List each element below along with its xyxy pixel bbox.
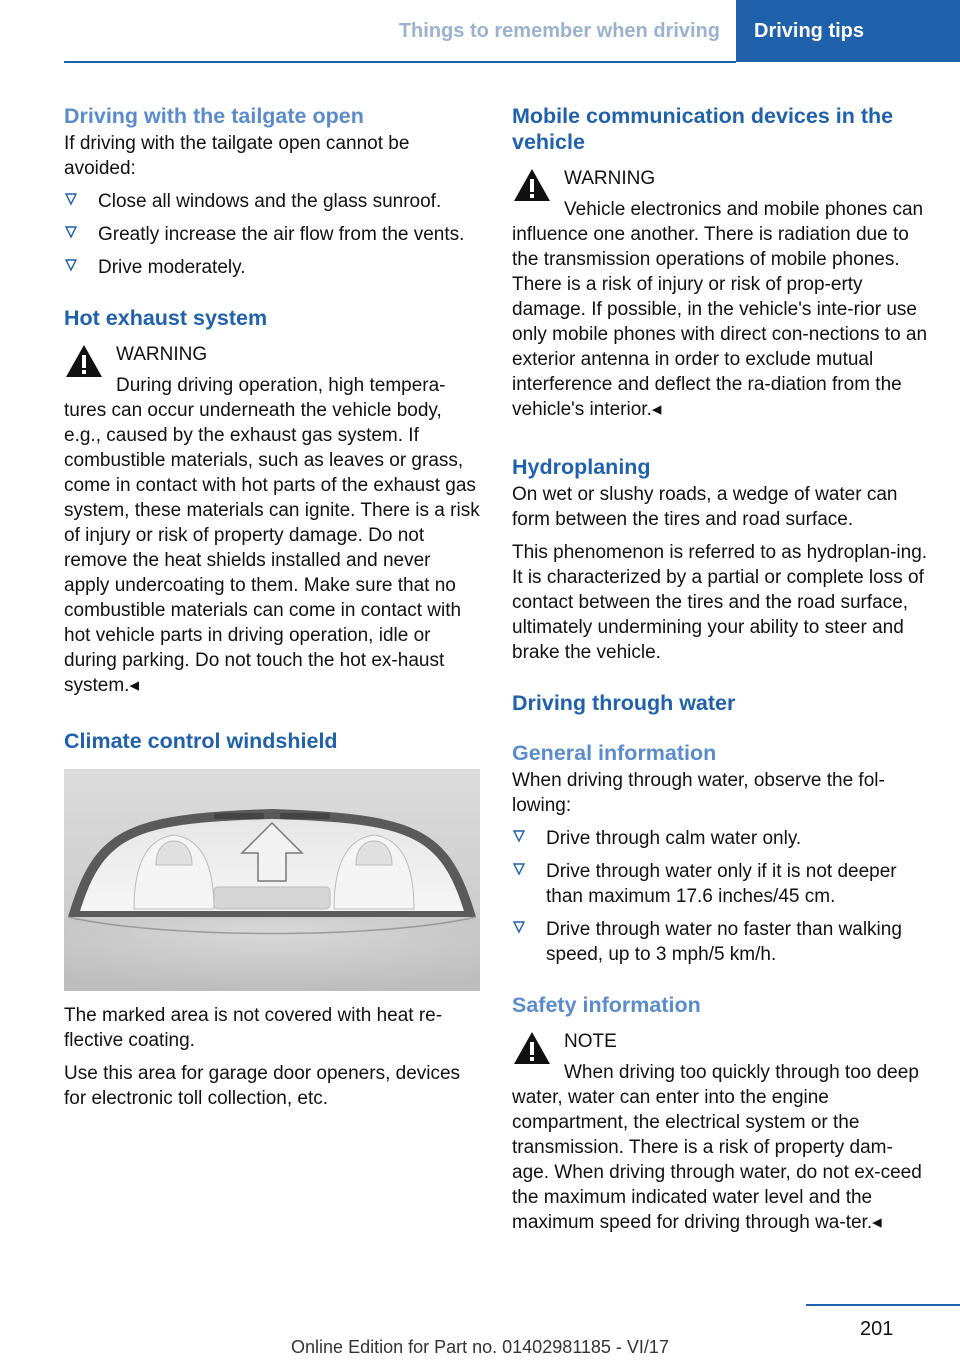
general-info-heading: General information [512,741,717,765]
hydroplaning-heading: Hydroplaning [512,455,651,479]
safety-info-heading: Safety information [512,993,701,1017]
windshield-illustration [64,769,480,991]
list-item [512,859,928,909]
water-note [512,1029,928,1235]
list-item [512,826,928,851]
warning-text: During driving operation, high tempera-tures can occur underneath the vehicle body, e.g., caused by the exhaust gas system. If combustible materials, such as leaves or grass, come in contact with hot parts of the exhaust gas system, these materials can ignite. There is a risk of injury or risk of property damage. Do not remove the heat shields installed and never apply undercoating to them. Make sure that no combustible materials can come in contact with hot vehicle parts in driving operation, idle or during parking. Do not touch the hot ex-haust system.◂ [64,375,480,696]
exhaust-warning [64,342,480,698]
warning-icon [64,342,104,380]
water-list [512,826,928,967]
left-column [64,103,480,1111]
list-item-text: Drive moderately. [98,257,246,278]
warning-label: WARNING [564,168,656,189]
mobile-heading: Mobile communication devices in the vehicle [512,104,894,154]
windshield-para-1: The marked area is not covered with heat re-flective coating. [64,1005,443,1051]
general-info-intro: When driving through water, observe the fol-lowing: [512,770,885,816]
triangle-bullet-icon [512,829,526,843]
list-item [64,189,480,214]
hydroplaning-para-2: This phenomenon is referred to as hydroplan-ing. It is characterized by a partial or complete loss of contact between the tires and the road surface, ultimately undermining your ability to steer and brake the vehicle. [512,542,928,663]
list-item-text: Close all windows and the glass sunroof. [98,191,442,212]
triangle-bullet-icon [64,225,78,239]
triangle-bullet-icon [512,862,526,876]
right-column [512,103,928,1235]
note-text: When driving too quickly through too deep water, water can enter into the engine compartment, the electrical system or the transmission. There is a risk of property dam-age. When driving through water, do not ex-ceed the maximum indicated water level and the maximum speed for driving through wa-ter.◂ [512,1062,922,1233]
mobile-warning [512,166,928,422]
list-item-text: Drive through water no faster than walking speed, up to 3 mph/5 km/h. [546,919,902,965]
list-item [512,917,928,967]
warning-icon [512,1029,552,1067]
list-item-text: Drive through water only if it is not deeper than maximum 17.6 inches/45 cm. [546,861,897,907]
triangle-bullet-icon [512,920,526,934]
page-number: 201 [860,1318,894,1340]
tailgate-intro: If driving with the tailgate open cannot be avoided: [64,133,410,179]
list-item-text: Drive through calm water only. [546,828,802,849]
warning-text: Vehicle electronics and mobile phones can influence one another. There is radiation due to the transmission operations of mobile phones. There is a risk of injury or risk of prop-erty damage. If possible, in the vehicle's inte-rior use only mobile phones with direct con-nections to an exterior antenna in order to exclude mutual interference and deflect the ra-diation from the vehicle's interior.◂ [512,199,928,420]
section-tab: Driving tips [736,0,960,62]
breadcrumb: Things to remember when driving [398,19,720,42]
triangle-bullet-icon [64,258,78,272]
water-heading: Driving through water [512,691,736,715]
header-rule [64,61,736,63]
hydroplaning-para-1: On wet or slushy roads, a wedge of water can form between the tires and road surface. [512,484,898,530]
triangle-bullet-icon [64,192,78,206]
tailgate-heading: Driving with the tailgate open [64,104,364,128]
list-item [64,222,480,247]
note-label: NOTE [564,1031,617,1052]
list-item-text: Greatly increase the air flow from the vents. [98,224,465,245]
windshield-heading: Climate control windshield [64,729,338,753]
tailgate-list [64,189,480,280]
windshield-image [64,769,480,991]
footer-rule [806,1304,960,1306]
exhaust-heading: Hot exhaust system [64,306,268,330]
list-item [64,255,480,280]
warning-icon [512,166,552,204]
windshield-para-2: Use this area for garage door openers, devices for electronic toll collection, etc. [64,1063,461,1109]
warning-label: WARNING [116,344,208,365]
edition-footer: Online Edition for Part no. 01402981185 - VI/17 [291,1337,669,1357]
